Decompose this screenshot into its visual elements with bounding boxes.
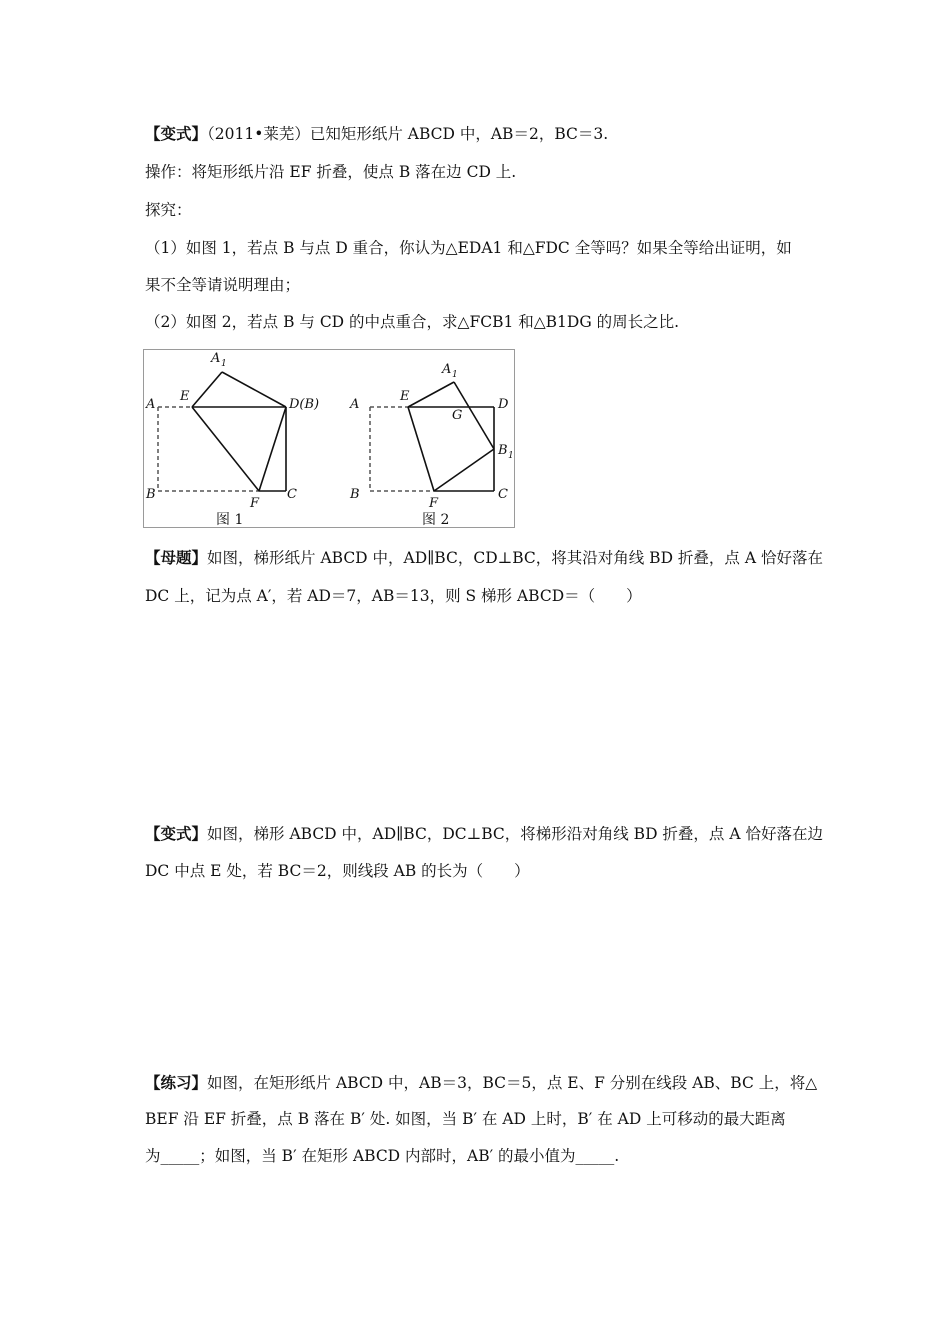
problem1-question1-cont: 果不全等请说明理由； bbox=[145, 276, 301, 294]
fig2-edge-ea1 bbox=[408, 382, 454, 407]
problem3-tag: 【变式】 bbox=[145, 824, 208, 843]
problem2-tag: 【母题】 bbox=[145, 548, 208, 567]
problem1-explore: 探究： bbox=[145, 201, 192, 219]
figure-2 bbox=[349, 362, 514, 528]
fig2-label-f: F bbox=[429, 496, 439, 511]
fig1-label-a: A bbox=[146, 397, 156, 412]
fig1-label-b: B bbox=[146, 487, 156, 502]
problem4-line1 bbox=[145, 1073, 817, 1093]
problem2-line1 bbox=[145, 548, 823, 568]
fig2-label-e: E bbox=[400, 389, 410, 404]
problem1-operation: 操作：将矩形纸片沿 EF 折叠，使点 B 落在边 CD 上. bbox=[145, 163, 517, 181]
fig2-label-d: D bbox=[498, 397, 509, 412]
fig2-label-b: B bbox=[350, 487, 360, 502]
problem2-line2: DC 上，记为点 A′，若 AD＝7，AB＝13，则 S 梯形 ABCD＝（ ） bbox=[145, 587, 642, 605]
problem1-line1 bbox=[145, 124, 608, 144]
fig2-label-a: A bbox=[350, 397, 360, 412]
folding-figure bbox=[143, 349, 515, 528]
problem3-line1 bbox=[145, 824, 823, 844]
problem2-text: 如图，梯形纸片 ABCD 中，AD∥BC，CD⊥BC，将其沿对角线 BD 折叠，点 A 恰好落在 bbox=[207, 549, 823, 567]
fig1-label-d: D(B) bbox=[289, 397, 320, 412]
fig1-fold-ef bbox=[192, 407, 259, 491]
fig2-edge-fb1 bbox=[434, 449, 494, 491]
problem3-text: 如图，梯形 ABCD 中，AD∥BC，DC⊥BC，将梯形沿对角线 BD 折叠，点 A 恰好落在边 bbox=[207, 825, 823, 843]
problem4-text: 如图，在矩形纸片 ABCD 中，AB＝3，BC＝5，点 E、F 分别在线段 AB、BC 上，将△ bbox=[207, 1074, 818, 1092]
fig2-label-c: C bbox=[498, 487, 508, 502]
fig2-fold-ef bbox=[408, 407, 434, 491]
fig1-label-c: C bbox=[287, 487, 297, 502]
problem4-line2: BEF 沿 EF 折叠，点 B 落在 B′ 处. 如图，当 B′ 在 AD 上时，B′ 在 AD 上可移动的最大距离 bbox=[145, 1110, 786, 1128]
problem1-question2: （2）如图 2，若点 B 与 CD 的中点重合，求△FCB1 和△B1DG 的周长之比. bbox=[145, 313, 680, 331]
fig2-label-g: G bbox=[452, 408, 463, 423]
fig1-edge-fd bbox=[259, 407, 286, 491]
folding-figure-svg bbox=[144, 350, 516, 529]
fig2-caption: 图 2 bbox=[422, 512, 450, 528]
problem4-tag: 【练习】 bbox=[145, 1073, 208, 1092]
fig2-label-a1: A bbox=[442, 362, 452, 377]
fig2-label-a1-sub: 1 bbox=[452, 370, 458, 380]
fig1-edge-a1d bbox=[222, 372, 286, 407]
problem1-question1: （1）如图 1，若点 B 与点 D 重合，你认为△EDA1 和△FDC 全等吗？如果全等给出证明，如 bbox=[145, 239, 792, 257]
problem1-intro: （2011•莱芜）已知矩形纸片 ABCD 中，AB＝2，BC＝3. bbox=[207, 125, 609, 143]
figure-1 bbox=[145, 351, 319, 528]
fig1-label-f: F bbox=[250, 496, 260, 511]
fig1-label-a1-sub: 1 bbox=[221, 359, 227, 369]
fig1-edge-ea1 bbox=[192, 372, 222, 407]
fig1-caption: 图 1 bbox=[216, 512, 244, 528]
problem3-line2: DC 中点 E 处，若 BC＝2，则线段 AB 的长为（ ） bbox=[145, 862, 530, 880]
problem4-line3: 为_____；如图，当 B′ 在矩形 ABCD 内部时，AB′ 的最小值为_____. bbox=[145, 1147, 620, 1165]
fig1-label-e: E bbox=[180, 389, 190, 404]
fig2-label-b1-sub: 1 bbox=[508, 451, 514, 461]
fig2-label-b1: B bbox=[498, 443, 508, 458]
fig1-label-a1: A bbox=[211, 351, 221, 366]
problem1-tag: 【变式】 bbox=[145, 124, 208, 143]
